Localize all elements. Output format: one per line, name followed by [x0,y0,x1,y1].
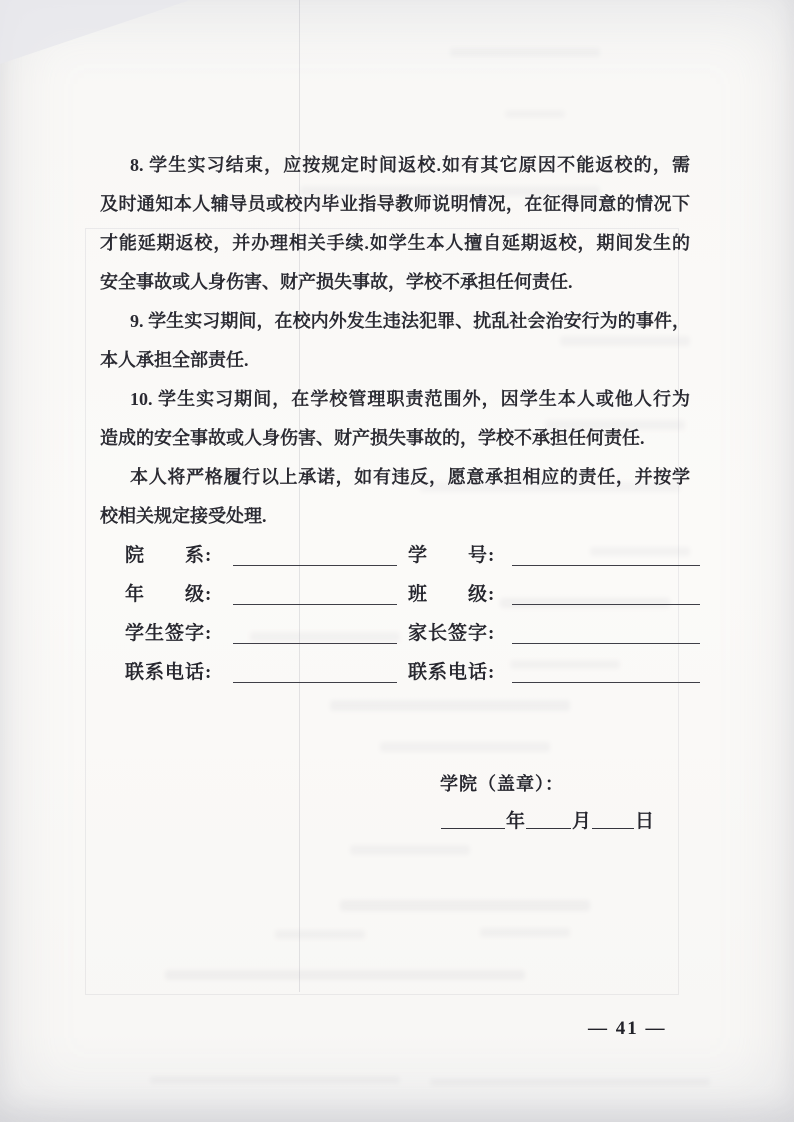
parent-phone-label: 联系电话: [408,662,496,683]
student-id-label: 学 号: [408,545,496,566]
commitment-line: 本人将严格履行以上承诺，如有违反，愿意承担相应的责任，并按学 [130,467,690,487]
day-blank [592,806,634,829]
month-char: 月 [572,811,592,832]
bleed-ghost [340,900,590,911]
day-char: 日 [635,811,655,832]
paragraph-8-line: 8. 学生实习结束，应按规定时间返校.如有其它原因不能返校的，需 [130,155,690,175]
class-label: 班 级: [408,584,496,605]
fill-in-form [125,540,705,700]
bleed-ghost [275,930,365,939]
scanner-corner-shadow [0,0,200,70]
college-seal-label: 学院（盖章）： [440,774,564,794]
form-row-grade-class [125,579,705,609]
form-row-phones [125,657,705,687]
bleed-ghost [430,1078,710,1086]
page-number: — 41 — [588,1018,667,1039]
form-row-signatures [125,618,705,648]
year-char: 年 [506,811,526,832]
bleed-ghost [165,970,525,980]
paragraph-8-line: 才能延期返校，并办理相关手续.如学生本人擅自延期返校，期间发生的 [100,233,690,253]
student-id-blank [512,565,700,566]
student-phone-blank [233,682,397,683]
grade-label: 年 级: [125,584,213,605]
paragraph-9-line: 9. 学生实习期间，在校内外发生违法犯罪、扰乱社会治安行为的事件， [130,311,690,331]
paragraph-8-line: 安全事故或人身伤害、财产损失事故，学校不承担任何责任. [100,272,573,292]
student-signature-blank [233,643,397,644]
grade-blank [233,604,397,605]
paragraph-9-line: 本人承担全部责任. [100,350,249,370]
body-text [100,146,690,536]
department-label: 院 系: [125,545,213,566]
year-blank [441,806,505,829]
bleed-ghost [450,48,600,57]
bleed-ghost [380,742,550,752]
month-blank [526,806,571,829]
department-blank [233,565,397,566]
class-blank [512,604,700,605]
parent-signature-blank [512,643,700,644]
paragraph-10-line: 造成的安全事故或人身伤害、财产损失事故的，学校不承担任何责任. [100,428,645,448]
paragraph-10-line: 10. 学生实习期间，在学校管理职责范围外，因学生本人或他人行为 [130,389,690,409]
date-line [441,806,655,834]
parent-signature-label: 家长签字: [408,623,496,644]
commitment-line: 校相关规定接受处理. [100,506,267,526]
bleed-ghost [350,845,470,855]
paragraph-8-line: 及时通知本人辅导员或校内毕业指导教师说明情况，在征得同意的情况下 [100,194,690,214]
student-signature-label: 学生签字: [125,623,213,644]
student-phone-label: 联系电话: [125,662,213,683]
form-row-department-id [125,540,705,570]
bleed-ghost [505,110,565,118]
bleed-ghost [150,1076,400,1084]
bleed-ghost [330,700,570,711]
bleed-ghost [480,928,570,937]
parent-phone-blank [512,682,700,683]
